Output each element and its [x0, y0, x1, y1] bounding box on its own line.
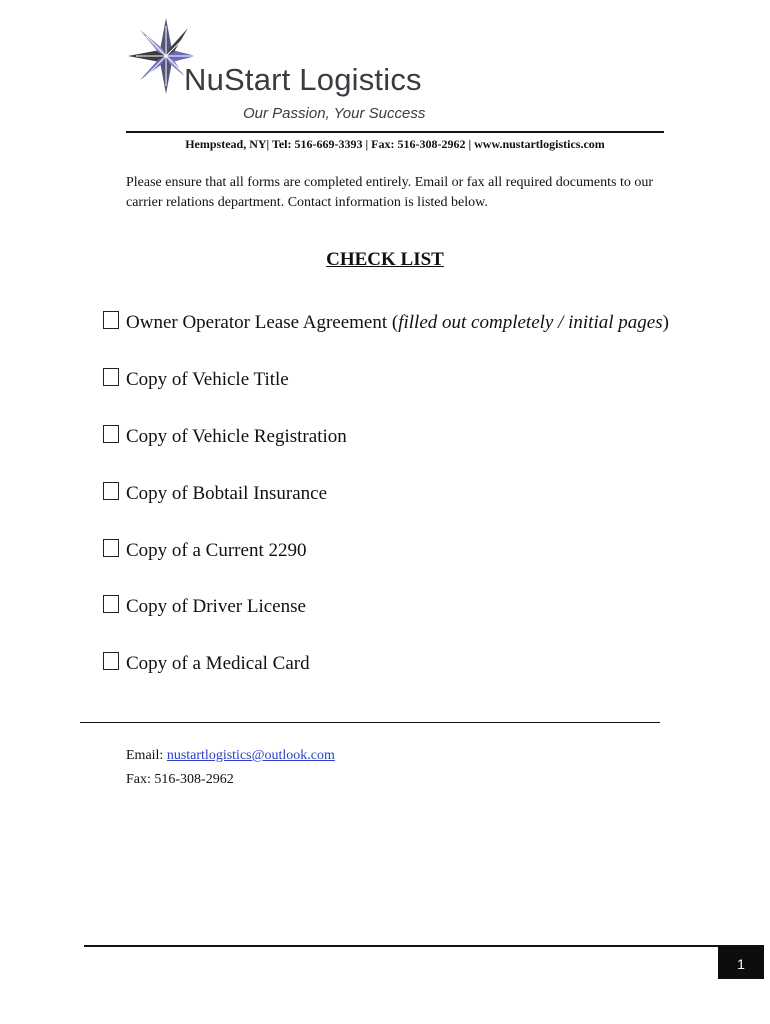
checkbox[interactable]: [103, 425, 119, 443]
email-label: Email:: [126, 748, 164, 763]
footer-fax-line: Fax: 516-308-2962: [126, 772, 234, 787]
checkbox[interactable]: [103, 652, 119, 670]
checkbox[interactable]: [103, 368, 119, 386]
checklist-item-lease-agreement: [103, 311, 669, 334]
checklist-item-current-2290: [103, 539, 306, 562]
checkbox[interactable]: [103, 482, 119, 500]
intro-line-2: carrier relations department. Contact information is listed below.: [126, 195, 488, 210]
checklist-item-vehicle-title: [103, 368, 289, 391]
intro-paragraph: [126, 173, 716, 213]
checklist-item-vehicle-registration: [103, 425, 347, 448]
section-divider: [80, 722, 660, 723]
checklist-item-medical-card: [103, 652, 310, 675]
item-label: Copy of Bobtail Insurance: [126, 483, 328, 504]
item-label: Copy of Driver License: [126, 596, 306, 617]
item-label: Owner Operator Lease Agreement (: [126, 312, 399, 333]
page-number: 1: [718, 945, 764, 979]
checkbox[interactable]: [103, 539, 119, 557]
item-label: Copy of a Current 2290: [126, 540, 307, 561]
company-logo: [126, 16, 426, 126]
checkbox[interactable]: [103, 311, 119, 329]
checkbox[interactable]: [103, 595, 119, 613]
contact-line: Hempstead, NY| Tel: 516-669-3393 | Fax: 516-308-2962 | www.nustartlogistics.com: [185, 137, 605, 151]
item-label: Copy of a Medical Card: [126, 653, 310, 674]
item-suffix: ): [662, 312, 669, 333]
item-label: Copy of Vehicle Registration: [126, 426, 347, 447]
email-link[interactable]: nustartlogistics@outlook.com: [166, 748, 335, 763]
item-label: Copy of Vehicle Title: [126, 369, 289, 390]
item-note: filled out completely / initial pages: [398, 312, 663, 333]
checklist-item-driver-license: [103, 595, 306, 618]
header-rule: [126, 131, 664, 133]
brand-tagline: Our Passion, Your Success: [243, 105, 426, 122]
intro-line-1: Please ensure that all forms are completed entirely. Email or fax all required documents to our: [126, 175, 654, 190]
brand-name: NuStart Logistics: [184, 62, 422, 97]
footer-email-line: [126, 748, 335, 764]
checklist-title: CHECK LIST: [326, 249, 444, 270]
checklist-item-bobtail-insurance: [103, 482, 327, 505]
page-footer-rule: [84, 945, 718, 947]
